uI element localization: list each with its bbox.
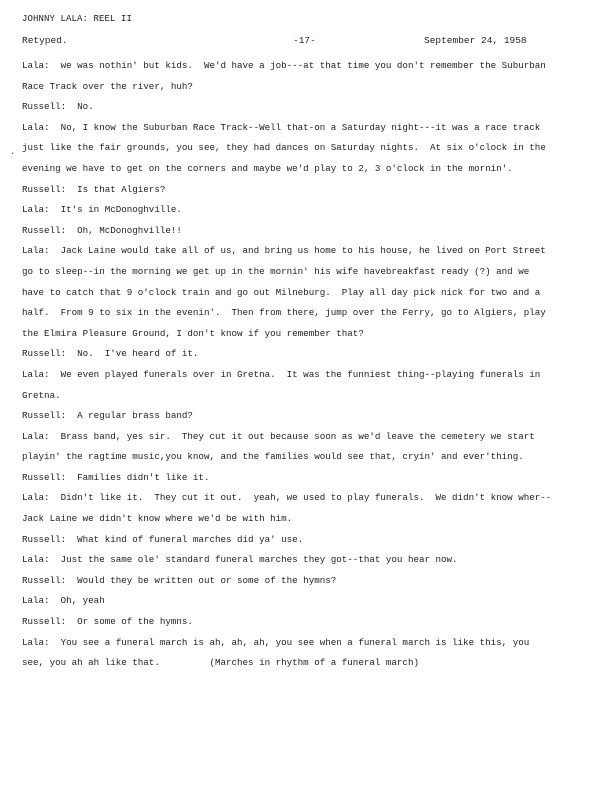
transcript-line: Lala: We even played funerals over in Gretna. It was the funniest thing--playing funerals in — [22, 368, 541, 380]
document-title: JOHNNY LALA: REEL II — [22, 14, 133, 24]
transcript-line: half. From 9 to six in the evenin'. Then from there, jump over the Ferry, go to Algiers, play — [22, 307, 546, 319]
transcript-line: Russell: What kind of funeral marches did ya' use. — [22, 533, 304, 545]
transcript-line: have to catch that 9 o'clock train and go out Milneburg. Play all day pick nick for two and a — [22, 286, 541, 298]
retyped-note: Retyped. — [22, 35, 68, 46]
transcript-line: Lala: Jack Laine would take all of us, and bring us home to his house, he lived on Port Street — [22, 245, 546, 257]
transcript-line: see, you ah ah like that. (Marches in rhythm of a funeral march) — [22, 657, 419, 669]
transcript-line: Lala: You see a funeral march is ah, ah, ah, you see when a funeral march is like this, you — [22, 636, 530, 648]
transcript-line: Lala: It's in McDonoghville. — [22, 204, 182, 216]
transcript-line: Russell: Would they be written out or some of the hymns? — [22, 574, 337, 586]
transcript-line: Race Track over the river, huh? — [22, 80, 193, 92]
transcript-line: Russell: No. I've heard of it. — [22, 348, 199, 360]
transcript-line: Russell: A regular brass band? — [22, 410, 193, 422]
margin-mark: · — [10, 149, 16, 159]
transcript-line: Jack Laine we didn't know where we'd be with him. — [22, 513, 293, 525]
transcript-line: Lala: No, I know the Suburban Race Track--Well that-on a Saturday night---it was a race track — [22, 121, 541, 133]
transcript-line: Russell: Or some of the hymns. — [22, 616, 193, 628]
transcript-line: Russell: Oh, McDonoghville!! — [22, 224, 182, 236]
transcript-line: evening we have to get on the corners and maybe we'd play to 2, 3 o'clock in the mornin'. — [22, 162, 513, 174]
transcript-line: playin' the ragtime music,you know, and the families would see that, cryin' and ever'thing. — [22, 451, 524, 463]
transcript-line: Lala: Brass band, yes sir. They cut it out because soon as we'd leave the cemetery we start — [22, 430, 535, 442]
transcript-line: Russell: Is that Algiers? — [22, 183, 166, 195]
transcript-line: Russell: Families didn't like it. — [22, 471, 210, 483]
page-subheader — [22, 35, 542, 49]
transcript-line: Gretna. — [22, 389, 61, 401]
page-number: -17- — [293, 35, 316, 46]
transcript-line: just like the fair grounds, you see, they had dances on Saturday nights. At six o'clock in the — [22, 142, 546, 154]
transcript-line: Lala: Just the same ole' standard funeral marches they got--that you hear now. — [22, 554, 458, 566]
transcript-line: Russell: No. — [22, 101, 94, 113]
transcript-line: Lala: we was nothin' but kids. We'd have a job---at that time you don't remember the Suburban — [22, 60, 546, 71]
transcript-line: the Elmira Pleasure Ground, I don't know if you remember that? — [22, 327, 364, 339]
transcript-line: Lala: Didn't like it. They cut it out. yeah, we used to play funerals. We didn't know wher-- — [22, 492, 552, 504]
transcript-line: go to sleep--in the morning we get up in the mornin' his wife havebreakfast ready (?) and we — [22, 265, 530, 277]
transcript-body — [22, 56, 578, 674]
document-date: September 24, 1958 — [424, 35, 527, 46]
transcript-line: Lala: Oh, yeah — [22, 595, 105, 607]
